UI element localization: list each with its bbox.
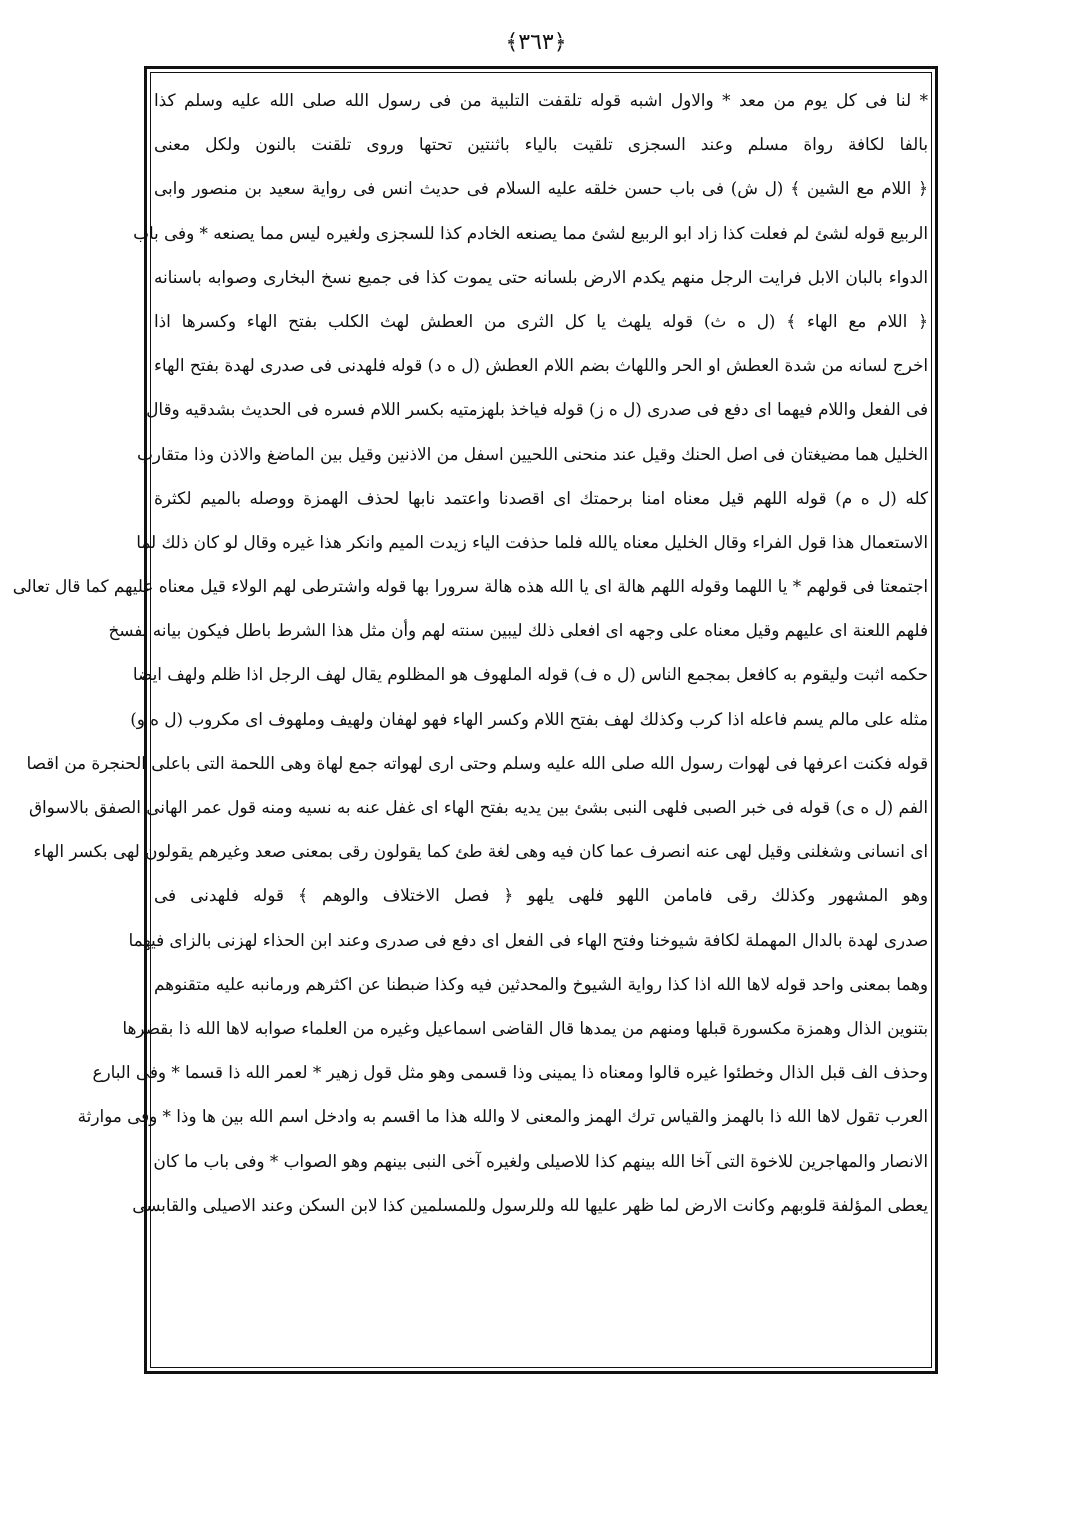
text-line: الاستعمال هذا قول الفراء وقال الخليل معناه يالله فلما حذفت الياء زيدت الميم وانكر هذا غيره وقال لو كان ذلك لما [136, 531, 928, 552]
text-line: وحذف الف قبل الذال وخطئوا غيره قالوا ومعناه ذا يمينى وذا قسمى وهو مثل قول زهير * لعمر الله ذا قسما * وفى البارع [92, 1062, 928, 1083]
text-line: اى انسانى وشغلنى وقيل لهى عنه انصرف عما كان فيه وهى لغة طئ كما يقولون رقى بمعنى صعد وغيرهم يقولون لهى بكسر الهاء [33, 841, 928, 862]
text-line: يعطى المؤلفة قلوبهم وكانت الارض لما ظهر عليها لله وللرسول وللمسلمين كذا لابن السكن وعند الاصيلى والقابسى [132, 1194, 928, 1215]
text-line [154, 1271, 928, 1315]
text-line: * لنا فى كل يوم من معد * والاول اشبه قوله تلقفت التلبية من فى رسول الله صلى الله عليه وسلم كذا [154, 90, 928, 110]
text-line: بتنوين الذال وهمزة مكسورة قبلها ومنهم من يمدها قال القاضى اسماعيل وغيره من العلماء صوابه لاها الله ذا بقصرها [122, 1017, 928, 1038]
main-text-block [12, 78, 928, 1364]
text-line: الانصار والمهاجرين للاخوة التى آخا الله بينهم كذا للاصيلى ولغيره آخى النبى بينهم وهو الصواب * وفى باب ما كان [153, 1150, 928, 1171]
text-line [154, 1227, 928, 1271]
text-line: قوله فكنت اعرفها فى لهوات رسول الله صلى الله عليه وسلم وحتى ارى لهواته جمع لهاة وهى اللحمة التى باعلى الحنجرة من اقصا [26, 752, 928, 773]
text-line: بالفا لكافة رواة مسلم وعند السجزى تلقيت بالياء باثنتين تحتها وروى تلقنت بالنون ولكل معنى [154, 134, 928, 155]
text-line: وهما بمعنى واحد قوله لاها الله اذا كذا رواية الشيوخ والمحدثين فيه وكذا ضبطنا عن اكثرهم ورمانبه عليه متقنوهم [154, 973, 928, 994]
page-number: ﴿٣٦٣﴾ [505, 30, 567, 55]
text-line: ﴿ اللام مع الشين ﴾ (ل ش) فى باب حسن خلقه عليه السلام فى حديث انس فى رواية سعيد بن منصور وابى [154, 178, 928, 199]
text-line: حكمه اثبت وليقوم به كافعل بمجمع الناس (ل ه ف) قوله الملهوف هو المظلوم يقال لهف الرجل اذا ظلم ولهف ايضا [132, 664, 928, 685]
text-line: مثله على مالم يسم فاعله اذا كرب وكذلك لهف بفتح اللام وكسر الهاء فهو لهفان ولهيف وملهوف اى مكروب (ل ه و) [130, 708, 928, 729]
text-line: وهو المشهور وكذلك رقى فامامن اللهو فلهى يلهو ﴿ فصل الاختلاف والوهم ﴾ قوله فلهدنى فى [154, 885, 928, 906]
text-line: العرب تقول لاها الله ذا بالهمز والقياس ترك الهمز والمعنى لا والله هذا ما اقسم به وادخل اسم الله بين ها وذا * وفى موارثة [77, 1106, 928, 1127]
text-line: فلهم اللعنة اى عليهم وقيل معناه على وجهه اى افعلى ذلك ليبين سنته لهم وأن مثل هذا الشرط باطل فيكون بيانه بفسخ [108, 620, 928, 641]
text-line: الربيع قوله لشئ لم فعلت كذا زاد ابو الربيع لشئ مما يصنعه الخادم كذا للسجزى ولغيره ليس مما يصنعه * وفى باب [133, 222, 928, 243]
text-line: فى الفعل واللام فيهما اى دفع فى صدرى (ل ه ز) قوله فياخذ بلهزمتيه بكسر اللام فسره فى الحديث بشدقيه وقال [146, 399, 928, 420]
text-line: اجتمعتا فى قولهم * يا اللهما وقوله اللهم هالة اى يا الله هذه هالة سرورا بها قوله واشترطى لهم الولاء قيل معناه عليهم كما قال تعالى [12, 576, 928, 597]
text-line: كله (ل ه م) قوله اللهم قيل معناه امنا برحمتك اى اقصدنا واعتمد نابها لحذف الهمزة ووصله بالميم لكثرة [154, 487, 928, 508]
text-line: الدواء بالبان الابل فرايت الرجل منهم يكدم الارض بلسانه حتى يموت كذا فى جميع نسخ البخارى وصوابه باسنانه [154, 266, 928, 287]
text-line: صدرى لهدة بالدال المهملة لكافة شيوخنا وفتح الهاء فى الفعل اى دفع فى صدرى وعند ابن الحذاء لهزنى بالزاى فيهما [128, 929, 928, 950]
text-line: اخرج لسانه من شدة العطش او الحر واللهاث بضم اللام العطش (ل ه د) قوله فلهدنى فى صدرى لهدة بفتح الهاء [154, 355, 928, 376]
text-line: الخليل هما مضيغتان فى اصل الحنك وقيل عند منحنى اللحيين اسفل من الاذنين وقيل بين الماضغ والاذن وذا متقارب [136, 443, 928, 464]
text-line [154, 1315, 928, 1359]
text-line: الفم (ل ه ى) قوله فى خبر الصبى فلهى النبى بشئ بين يديه بفتح الهاء اى غفل عنه به نسيه ومنه قول عمر الهانى الصفق بالاسواق [28, 797, 928, 817]
text-line: ﴿ اللام مع الهاء ﴾ (ل ه ث) قوله يلهث يا كل الثرى من العطش لهث الكلب بفتح الهاء وكسرها اذا [154, 310, 928, 331]
